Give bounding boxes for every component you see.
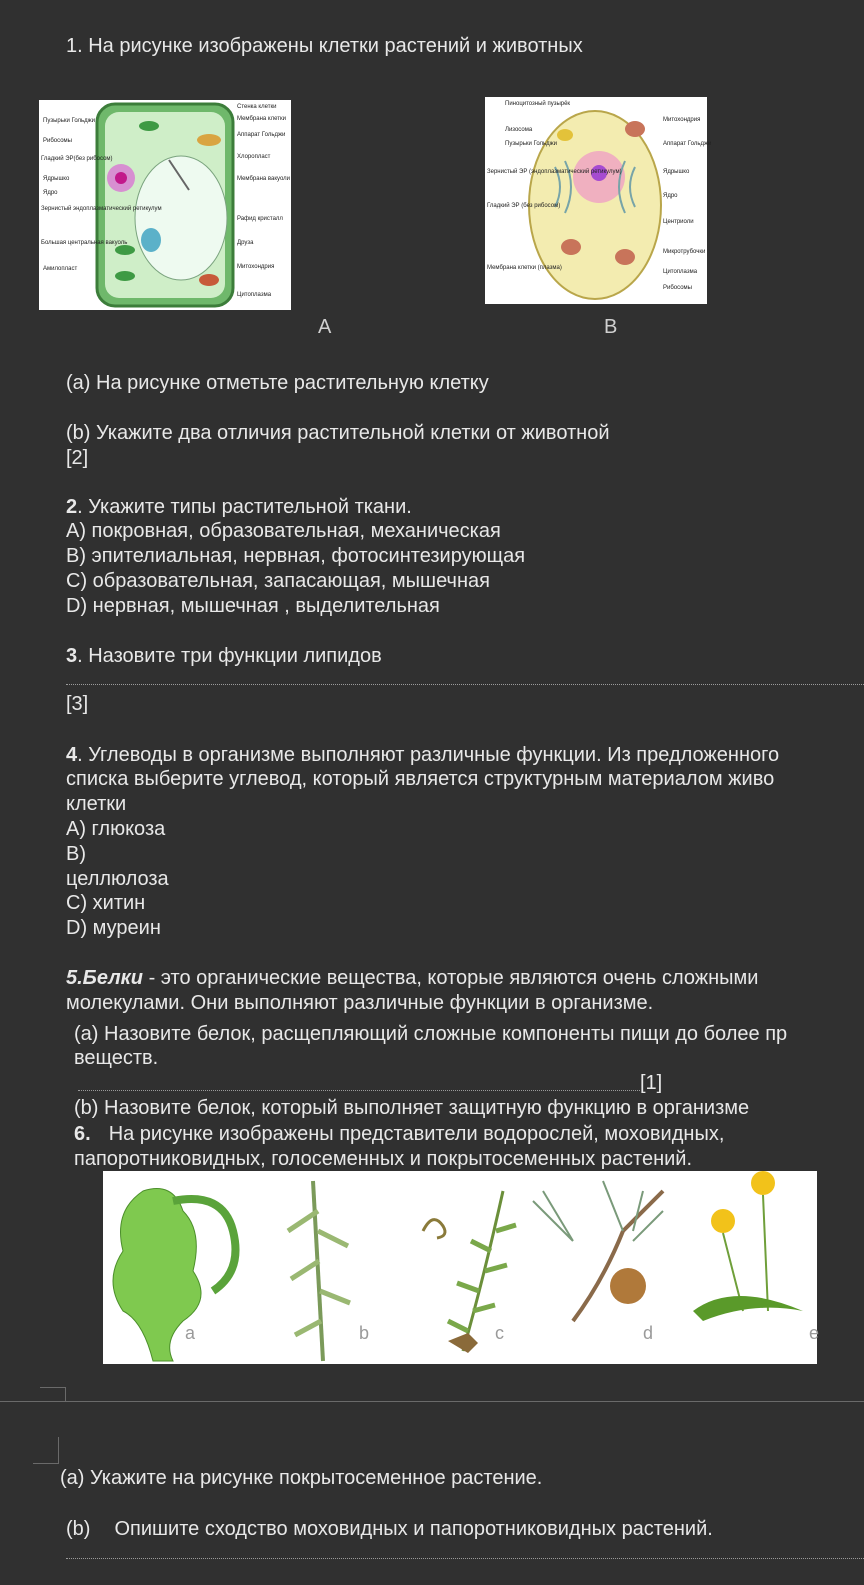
animal-label-right: Аппарат Гольджи	[663, 141, 712, 147]
plant-label-left: Ядро	[43, 190, 58, 196]
q4-line1: 4. Углеводы в организме выполняют различные функции. Из предложенного	[66, 744, 780, 766]
animal-label-left: Пузырьки Гольджи	[505, 141, 558, 147]
plants-figure	[103, 1171, 820, 1364]
animal-label-right: Цитоплазма	[663, 269, 698, 275]
q6-part-b: (b) Опишите сходство моховидных и папоротниковидных растений.	[66, 1518, 713, 1540]
separator-line	[33, 1463, 59, 1464]
plant-label-left: Амилопласт	[43, 266, 78, 272]
animal-label-right: Митохондрия	[663, 117, 701, 123]
q5-answer-line[interactable]	[78, 1090, 640, 1091]
separator-line	[40, 1387, 66, 1388]
plant-letter: a	[185, 1323, 196, 1343]
plant-label-left: Пузырьки Гольджи	[43, 118, 96, 124]
q5-part-a-line2: веществ.	[74, 1047, 159, 1069]
animal-label-left: Пиноцитозный пузырёк	[505, 101, 571, 107]
plant-label-left: Рибосомы	[43, 138, 72, 144]
plant-label-right: Хлоропласт	[237, 154, 271, 160]
animal-label-left: Лизосома	[505, 127, 533, 133]
plant-label-right: Мембрана клетки	[237, 116, 286, 122]
q4-line2: списка выберите углевод, который является структурным материалом живо	[66, 768, 775, 790]
q5-part-a-line1: (a) Назовите белок, расщепляющий сложные компоненты пищи до более пр	[74, 1023, 788, 1045]
animal-label-left: Зернистый ЭР (эндоплазматический ретикулум)	[487, 169, 622, 175]
plant-label-left: Зернистый эндоплазматический ретикулум	[41, 206, 162, 212]
q3-title: 3. Назовите три функции липидов	[66, 645, 382, 667]
q4-option: C) хитин	[66, 892, 146, 914]
q5-line2: молекулами. Они выполняют различные функции в организме.	[66, 992, 654, 1014]
plants-illustration	[103, 1171, 820, 1364]
q1-part-a: (a) На рисунке отметьте растительную клетку	[66, 372, 489, 394]
q5-part-a-marks: [1]	[640, 1072, 663, 1094]
plant-label-right: Аппарат Гольджи	[237, 132, 286, 138]
animal-label-right: Ядрышко	[663, 169, 690, 175]
q4-option: целлюлоза	[66, 868, 169, 890]
plant-label-left: Ядрышко	[43, 176, 70, 182]
plant-label-left: Гладкий ЭР(без рибосом)	[41, 156, 113, 162]
q2-title: 2. Укажите типы растительной ткани.	[66, 496, 412, 518]
q3-answer-line[interactable]	[66, 684, 864, 685]
separator-tick	[65, 1387, 66, 1401]
figure-caption-b: B	[604, 316, 618, 338]
q1-title: 1. На рисунке изображены клетки растений и животных	[66, 35, 583, 57]
plant-cell-figure	[39, 100, 291, 310]
q4-option: D) муреин	[66, 917, 161, 939]
q2-option: D) нервная, мышечная , выделительная	[66, 595, 440, 617]
q2-option: B) эпителиальная, нервная, фотосинтезирующая	[66, 545, 526, 567]
plant-label-right: Митохондрия	[237, 264, 275, 270]
animal-label-right: Микротрубочки	[663, 249, 706, 255]
plant-letter: b	[359, 1323, 370, 1343]
plant-label-right: Рафид кристалл	[237, 216, 283, 222]
q2-option: A) покровная, образовательная, механическая	[66, 520, 501, 542]
q4-option: B)	[66, 843, 86, 865]
figure-caption-a: A	[318, 316, 332, 338]
plant-letter: c	[495, 1323, 504, 1343]
plant-label-right: Друза	[237, 240, 254, 246]
q1-part-b: (b) Укажите два отличия растительной клетки от животной	[66, 422, 610, 444]
animal-label-right: Ядро	[663, 193, 678, 199]
q6-line1: 6. На рисунке изображены представители водорослей, моховидных,	[74, 1123, 725, 1145]
q1-part-b-marks: [2]	[66, 447, 89, 469]
q2-option: C) образовательная, запасающая, мышечная	[66, 570, 490, 592]
q6-line2: папоротниковидных, голосеменных и покрытосеменных растений.	[74, 1148, 693, 1170]
q6-part-a: (a) Укажите на рисунке покрытосеменное растение.	[60, 1467, 543, 1489]
q5-line1: 5.Белки - это органические вещества, которые являются очень сложными	[66, 967, 759, 989]
q5-part-b: (b) Назовите белок, который выполняет защитную функцию в организме	[74, 1097, 750, 1119]
plant-letter: d	[643, 1323, 654, 1343]
plant-label-right: Цитоплазма	[237, 292, 272, 298]
separator-tick	[58, 1437, 59, 1463]
q4-option: A) глюкоза	[66, 818, 166, 840]
plant-label-right: Мембрана вакуоли	[237, 176, 291, 182]
animal-label-right: Центриоли	[663, 219, 694, 225]
plant-letter: e	[809, 1323, 820, 1343]
animal-label-left: Гладкий ЭР (без рибосом)	[487, 203, 561, 209]
q3-marks: [3]	[66, 693, 89, 715]
plant-label-right: Стенка клетки	[237, 104, 277, 110]
separator-line	[0, 1401, 864, 1402]
animal-cell-figure	[485, 97, 712, 304]
q4-line3: клетки	[66, 793, 127, 815]
animal-label-left: Мембрана клетки (плазма)	[487, 265, 562, 271]
plant-label-left: Большая центральная вакуоль	[41, 240, 128, 246]
q6-answer-line[interactable]	[66, 1558, 864, 1559]
animal-label-right: Рибосомы	[663, 285, 692, 291]
